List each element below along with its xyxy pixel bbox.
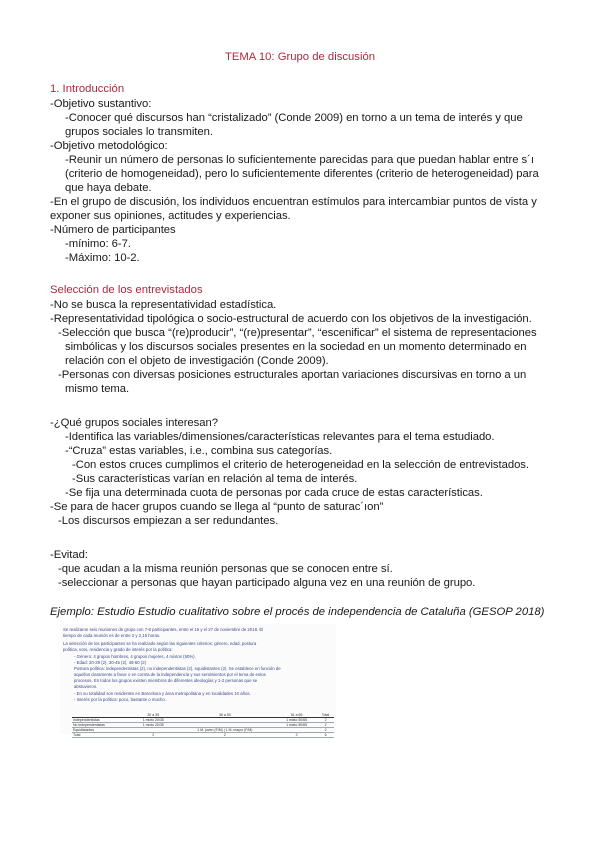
- text-line: simbólicas y los discursos sociales presentes en la sociedad en un momento determinado en: [65, 341, 527, 353]
- text-line: -Objetivo metodológico:: [50, 140, 168, 152]
- table-cell: 6: [317, 733, 334, 738]
- table-cell: 2: [317, 723, 334, 728]
- table-cell: 1 mixto 20/35: [133, 723, 174, 728]
- text-line: exponer sus opiniones, actitudes y experiencias.: [50, 210, 291, 222]
- text-line: -Conocer qué discursos han “cristalizado” (Conde 2009) en torno a un tema de interés y que: [65, 112, 523, 124]
- example-figure: [60, 624, 336, 737]
- text-line: -Personas con diversas posiciones estructurales aportan variaciones discursivas en torno a un: [58, 369, 527, 381]
- table-cell: 1 M. joven (F/M) | 1 M. mayor (F/M): [174, 728, 276, 733]
- table-cell: 2: [174, 733, 276, 738]
- text-line: -Se fija una determinada cuota de personas por cada cruce de estas características.: [65, 487, 483, 499]
- table-cell: 2: [317, 728, 334, 733]
- text-line: -Identifica las variables/dimensiones/características relevantes para el tema estudiado.: [65, 431, 495, 443]
- figure-text-line: aquellos claramente a favor o en contra de la independencia y sus sentimientos por el tema de estos: [74, 672, 266, 677]
- table-row: [72, 733, 334, 738]
- section-heading-introduction: 1. Introducción: [50, 83, 125, 95]
- text-line: -“Cruza” estas variables, i.e., combina sus categorías.: [65, 445, 333, 457]
- figure-text-line: tiempo de cada reunión es de entre 2 y 2,15 horas.: [63, 633, 161, 638]
- table-cell: 1 mixto 50/65: [276, 723, 317, 728]
- table-cell: 1 mixto 20/35: [133, 718, 174, 723]
- figure-text-line: abstuvieron.: [74, 684, 98, 689]
- text-line: -seleccionar a personas que hayan participado alguna vez en una reunión de grupo.: [58, 577, 476, 589]
- figure-text-line: política, voto, residencia y grado de interés por la política:: [63, 647, 173, 652]
- table-cell: 1 mixto 50/65: [276, 718, 317, 723]
- text-line: -que acudan a la misma reunión personas que se conocen entre sí.: [58, 563, 393, 575]
- text-line: -Representatividad tipológica o socio-estructural de acuerdo con los objetivos de la investigación.: [50, 313, 532, 325]
- table-cell: 2: [317, 718, 334, 723]
- text-line: -mínimo: 6-7.: [65, 238, 131, 250]
- figure-text-line: - Interés por la política: poco, bastante o mucho.: [74, 697, 166, 702]
- text-line: grupos sociales lo transmiten.: [65, 126, 213, 138]
- text-line: -Con estos cruces cumplimos el criterio de heterogeneidad en la selección de entrevistados.: [72, 459, 529, 471]
- example-caption: Ejemplo: Estudio Estudio cualitativo sobre el procés de independencia de Cataluña (GESOP 2018): [50, 606, 545, 618]
- text-line: -Se para de hacer grupos cuando se llega al “punto de saturac´ıon”: [50, 501, 384, 513]
- table-cell: 2: [133, 733, 174, 738]
- figure-text-line: Se realizaron seis reuniones de grupo con 7-8 participantes, entre el 15 y el 27 de noviembre de 2018. El: [63, 627, 264, 632]
- text-line: -Sus características varían en relación al tema de interés.: [72, 473, 358, 485]
- text-line: -Número de participantes: [50, 224, 176, 236]
- table-cell: Total: [72, 733, 133, 738]
- figure-text-line: procesos. En todos los grupos existen miembros de diferentes ideologías y 1-2 personas que se: [74, 678, 258, 683]
- table-cell: No independentistas: [72, 723, 133, 728]
- figure-text-line: - Género: 4 grupos hombres, 4 grupos mujeres, 4 mixtos (50%).: [74, 654, 196, 659]
- text-line: -Selección que busca “(re)producir”, “(re)presentar”, “escenificar” el sistema de representaciones: [58, 327, 537, 339]
- section-heading-selection: Selección de los entrevistados: [50, 284, 203, 296]
- figure-table: [72, 713, 334, 738]
- figure-text-line: - Edad: 20-29 (2), 30-45 (2), 46-60 (2): [74, 660, 147, 665]
- figure-text-line: - En su totalidad son residentes en Barcelona y área metropolitana y en localidades 10 años.: [74, 691, 251, 696]
- text-line: -Evitad:: [50, 549, 88, 561]
- text-line: -No se busca la representatividad estadística.: [50, 299, 277, 311]
- table-cell: 2: [276, 733, 317, 738]
- table-header-cell: Total: [317, 713, 334, 718]
- text-line: -En el grupo de discusión, los individuos encuentran estímulos para intercambiar puntos de vista y: [50, 196, 537, 208]
- figure-text-line: Postura política: independentistas (2), no independentistas (2), equidistantes (2). Se establece en función de: [74, 666, 281, 671]
- text-line: (criterio de homogeneidad), pero lo suficientemente diferentes (criterio de heterogeneidad) para: [65, 168, 539, 180]
- table-header-cell: 36 a 50: [174, 713, 276, 718]
- table-cell: Equidistantes: [72, 728, 133, 733]
- text-line: -Objetivo sustantivo:: [50, 98, 152, 110]
- table-header-cell: 20 a 35: [133, 713, 174, 718]
- text-line: -Reunir un número de personas lo suficientemente parecidas para que puedan hablar entre s´ı: [65, 154, 534, 166]
- text-line: que haya debate.: [65, 182, 152, 194]
- table-header-cell: 51 a 65: [276, 713, 317, 718]
- text-line: mismo tema.: [65, 383, 130, 395]
- table-cell: Independentistas: [72, 718, 133, 723]
- text-line: -Los discursos empiezan a ser redundantes.: [58, 515, 279, 527]
- text-line: relación con el objeto de investigación (Conde 2009).: [65, 355, 329, 367]
- figure-text-line: La selección de los participantes se ha realizado según las siguientes criterios: género, edad, postura: [63, 641, 257, 646]
- text-line: -Máximo: 10-2.: [65, 252, 140, 264]
- text-line: -¿Qué grupos sociales interesan?: [50, 417, 218, 429]
- page-title: TEMA 10: Grupo de discusión: [224, 51, 376, 63]
